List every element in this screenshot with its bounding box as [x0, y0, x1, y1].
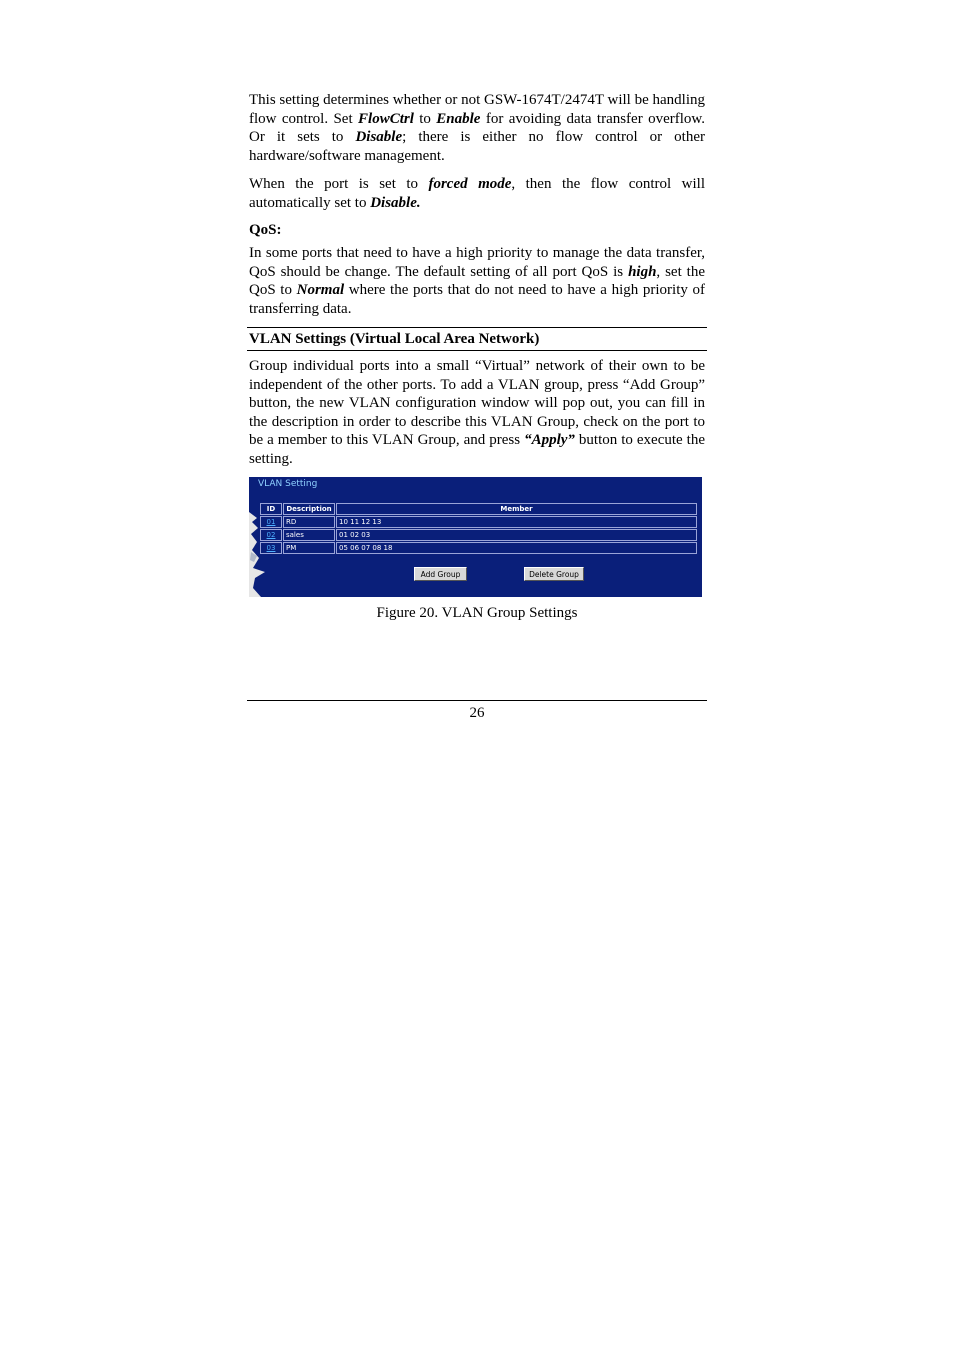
text-run: , then the flow control will automatically set to — [249, 176, 705, 211]
add-group-button[interactable]: Add Group — [414, 567, 467, 581]
text-run: , set the QoS to — [249, 263, 705, 298]
text-run: to — [413, 110, 437, 127]
id-column-header: ID — [260, 503, 282, 515]
text-run: In some ports that need to have a high priority to manage the data transfer, QoS should be change. The default setting of all port QoS is — [249, 245, 705, 280]
vlan-members: 01 02 03 — [336, 529, 697, 541]
table-header-row — [260, 503, 697, 515]
qos-heading: QoS: — [249, 222, 282, 238]
figure-caption: Figure 20. VLAN Group Settings — [376, 605, 578, 621]
text-run: Group individual ports into a small “Virtual” network of their own to be independent of the other ports. To add a VLAN group, press “Add Group” button, the new VLAN configuration window will pop out, you can fill in the description in order to describe this VLAN Group, check on the port to be a member to this VLAN Group, and press — [249, 358, 705, 448]
member-column-header: Member — [336, 503, 697, 515]
flow-control-paragraph — [249, 91, 705, 165]
vlan-section-heading — [247, 327, 707, 351]
text-run: ; there is either no flow control or other hardware/software management. — [249, 129, 705, 164]
section-title: VLAN Settings (Virtual Local Area Network) — [249, 331, 540, 347]
vlan-id-link[interactable]: 02 — [260, 529, 282, 541]
vlan-description: PM — [283, 542, 335, 554]
disable-term: Disable — [355, 129, 403, 145]
flowctrl-term: FlowCtrl — [358, 110, 414, 127]
forced-mode-paragraph — [249, 175, 705, 212]
text-run: for avoiding data transfer overflow. Or it sets to — [249, 110, 705, 145]
vlan-paragraph — [249, 357, 705, 468]
text-run: where the ports that do not need to have a high priority of transferring data. — [249, 282, 706, 317]
footer-rule — [247, 700, 707, 701]
vlan-members: 05 06 07 08 18 — [336, 542, 697, 554]
vlan-text-column — [249, 357, 705, 468]
high-term: high — [628, 263, 657, 280]
forced-mode-term: forced mode — [428, 176, 512, 192]
page-number: 26 — [469, 705, 485, 721]
text-run: When the port is set to — [249, 176, 429, 192]
vlan-setting-screenshot — [249, 477, 702, 597]
enable-term: Enable — [436, 110, 481, 127]
text-run: This setting determines whether or not GSW-1674T/2474T will be handling flow control. Set — [249, 92, 705, 127]
normal-term: Normal — [296, 282, 345, 298]
text-run: button to execute the setting. — [249, 432, 705, 467]
vlan-description: sales — [283, 529, 335, 541]
vlan-id-link[interactable]: 03 — [260, 542, 282, 554]
delete-group-button[interactable]: Delete Group — [524, 567, 584, 581]
disable-term: Disable. — [370, 194, 421, 211]
body-text-column — [249, 91, 705, 318]
vlan-description: RD — [283, 516, 335, 528]
table-row — [260, 516, 697, 528]
table-row — [260, 529, 697, 541]
vlan-group-table — [259, 502, 698, 555]
apply-term: “Apply” — [524, 432, 575, 448]
description-column-header: Description — [283, 503, 335, 515]
qos-paragraph — [249, 244, 705, 318]
screenshot-title: VLAN Setting — [258, 479, 318, 489]
table-row — [260, 542, 697, 554]
vlan-members: 10 11 12 13 — [336, 516, 697, 528]
vlan-id-link[interactable]: 01 — [260, 516, 282, 528]
